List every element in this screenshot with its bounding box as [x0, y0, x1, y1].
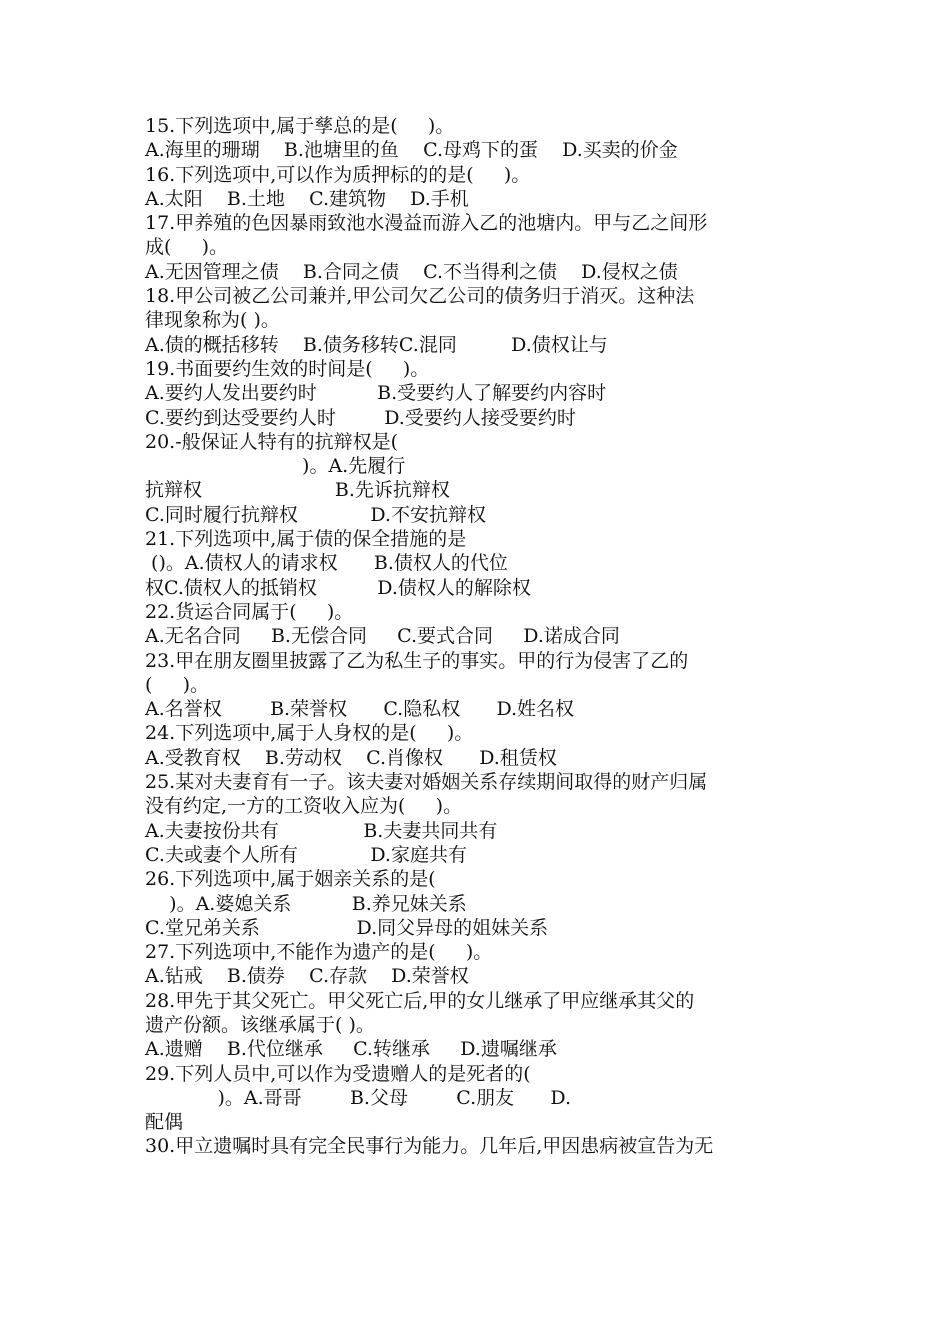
text-line: 25.某对夫妻育有一子。该夫妻对婚姻关系存续期间取得的财产归属: [145, 771, 708, 794]
text-line: C.同时履行抗辩权 D.不安抗辩权: [145, 503, 486, 526]
text-line: A.债的概括移转 B.债务移转C.混同 D.债权让与: [145, 333, 608, 356]
text-line: ( )。: [145, 673, 210, 696]
text-line: 配偶: [145, 1111, 184, 1134]
text-line: 15.下列选项中,属于孳总的是( )。: [145, 115, 455, 137]
text-line: 22.货运合同属于( )。: [145, 600, 354, 623]
text-line: A.海里的珊瑚 B.池塘里的鱼 C.母鸡下的蛋 D.买卖的价金: [145, 139, 678, 162]
text-line: 18.甲公司被乙公司兼并,甲公司欠乙公司的债务归于消灭。这种法: [145, 285, 695, 308]
text-line: A.名誉权 B.荣誉权 C.隐私权 D.姓名权: [145, 698, 575, 721]
text-line: 成( )。: [145, 236, 229, 259]
text-line: 没有约定,一方的工资收入应为( )。: [145, 795, 463, 818]
text-line: A.钻戒 B.债券 C.存款 D.荣誉权: [145, 965, 469, 988]
text-line: A.要约人发出要约时 B.受要约人了解要约内容时: [145, 382, 607, 405]
text-line: 28.甲先于其父死亡。甲父死亡后,甲的女儿继承了甲应继承其父的: [145, 989, 695, 1012]
text-line: A.太阳 B.土地 C.建筑物 D.手机: [145, 187, 469, 210]
text-line: 16.下列选项中,可以作为质押标的的是( )。: [145, 163, 531, 186]
text-line: 27.下列选项中,不能作为遗产的是( )。: [145, 941, 493, 964]
text-line: 抗辩权 B.先诉抗辩权: [145, 479, 450, 502]
text-line: 23.甲在朋友圈里披露了乙为私生子的事实。甲的行为侵害了乙的: [145, 649, 689, 672]
text-line: 律现象称为( )。: [145, 309, 280, 332]
text-line: 24.下列选项中,属于人身权的是( )。: [145, 722, 474, 745]
text-line: 20.-般保证人特有的抗辩权是(: [145, 430, 399, 453]
text-line: 遗产份额。该继承属于( )。: [145, 1013, 375, 1036]
text-line: C.要约到达受要约人时 D.受要约人接受要约时: [145, 406, 576, 429]
document-page: [145, 114, 810, 1159]
text-line: 权C.债权人的抵销权 D.债权人的解除权: [145, 576, 531, 599]
text-line: A.夫妻按份共有 B.夫妻共同共有: [145, 819, 498, 842]
text-line: A.无因管理之债 B.合同之债 C.不当得利之债 D.侵权之债: [145, 260, 678, 283]
text-line: 26.下列选项中,属于姻亲关系的是(: [145, 868, 436, 891]
text-line: C.夫或妻个人所有 D.家庭共有: [145, 843, 467, 866]
text-line: 29.下列人员中,可以作为受遗赠人的是死者的(: [145, 1062, 531, 1085]
text-line: A.无名合同 B.无偿合同 C.要式合同 D.诺成合同: [145, 625, 620, 648]
text-line: A.遗赠 B.代位继承 C.转继承 D.遗嘱继承: [145, 1038, 557, 1061]
text-line: 30.甲立遗嘱时具有完全民事行为能力。几年后,甲因患病被宣告为无: [145, 1135, 714, 1158]
text-line: 19.书面要约生效的时间是( )。: [145, 357, 430, 380]
text-line: 21.下列选项中,属于债的保全措施的是: [145, 528, 467, 551]
text-line: C.堂兄弟关系 D.同父异母的姐妹关系: [145, 916, 549, 939]
text-line: 17.甲养殖的色因暴雨致池水漫益而游入乙的池塘内。甲与乙之间形: [145, 212, 708, 235]
text-line: ()。A.债权人的请求权 B.债权人的代位: [145, 552, 508, 575]
text-line: A.受教育权 B.劳动权 C.肖像权 D.租赁权: [145, 746, 557, 769]
text-line: )。A.婆媳关系 B.养兄妹关系: [145, 892, 467, 915]
text-line: )。A.先履行: [145, 455, 406, 478]
text-line: )。A.哥哥 B.父母 C.朋友 D.: [145, 1086, 572, 1109]
